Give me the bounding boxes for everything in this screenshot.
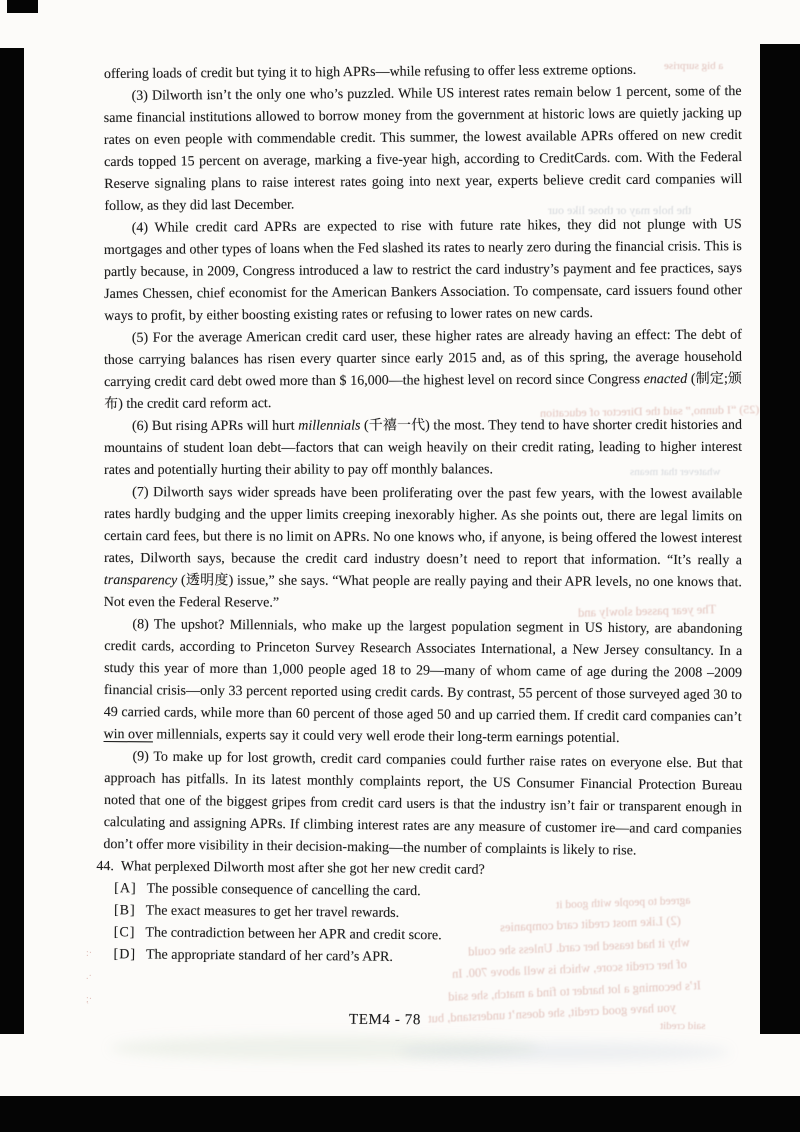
bleedthrough-text: The year passed slowly and <box>577 602 717 620</box>
question-44 <box>95 856 742 972</box>
text-segment: win over <box>103 726 154 743</box>
text-segment: enacted <box>643 371 688 388</box>
bleedthrough-text: you have good credit, she doesn’t understand, but <box>427 1000 677 1026</box>
bleedthrough-text: whatever that means <box>630 466 721 478</box>
scan-smudge <box>400 1042 730 1062</box>
text-segment: (3) Dilworth isn’t the only one who’s puzzled. While US interest rates remain below 1 percent, some of the same financial institutions allowed to borrow money from the government at historic lows are quietly jacking up rates on even people with commendable credit. This summer, the lowest available APRs offered on new credit cards topped 15 percent on average, marking a five-year high, according to CreditCards. com. With the Federal Reserve signaling plans to raise interest rates going into next year, experts believe credit card companies will follow, as they did last December. <box>103 83 743 214</box>
bleedthrough-text: ·; <box>86 994 93 1005</box>
text-segment: transparency <box>103 572 178 589</box>
bleedthrough-text: agreed to people with good it <box>555 894 691 912</box>
reading-passage <box>96 62 743 966</box>
bleedthrough-text: a big surprise <box>664 60 724 72</box>
text-segment: (5) For the average American credit card user, these higher rates are already having an effect: The debt of those carrying balances has risen every quarter since early 2015 and, as of this spring, the average household carrying credit card debt owed more than $ 16,000—the highest level on record since Congress <box>103 327 742 390</box>
option-text: The appropriate standard of her card’s APR. <box>145 947 393 965</box>
paragraph <box>103 746 742 864</box>
text-segment: offering loads of credit but tying it to high APRs—while refusing to offer less extreme options. <box>103 62 637 82</box>
paragraph <box>104 325 742 416</box>
text-segment: (4) While credit card APRs are expected to rise with future rate hikes, they did not plunge with US mortgages and other types of loans when the Fed slashed its rates to nearly zero during the financial crisis. This is partly because, in 2009, Congress introduced a law to restrict the card industry’s payment and fee practices, says James Chessen, chief economist for the American Bankers Association. To compensate, card issuers found other ways to profit, by either boosting existing rates or refusing to lower rates on new cards. <box>103 217 743 324</box>
text-segment: millennials <box>298 418 361 434</box>
bleedthrough-text: ·. <box>86 971 92 982</box>
option-label: [C] <box>113 925 136 941</box>
option-text: The contradiction between her APR and credit score. <box>145 925 442 944</box>
scan-edge-mark <box>7 0 38 13</box>
paragraph <box>104 214 743 328</box>
paragraph <box>103 614 742 751</box>
bleedthrough-text: ·: <box>86 948 93 959</box>
bleedthrough-text: (25) “I dunno,” said the Director of education <box>539 402 760 420</box>
text-segment: (千禧一代) the most. They tend to have shorter credit histories and mountains of student loan debt—factors that can weigh heavily on their credit rating, leading to higher interest rates and potentially hurting their ability to pay off monthly balances. <box>103 417 743 478</box>
bleedthrough-text: the hole may or those like our <box>548 203 692 217</box>
bleedthrough-text: said credit <box>660 1020 706 1032</box>
text-segment: millennials, experts say it could very well erode their long-term earnings potential. <box>152 727 620 747</box>
text-segment: (透明度) issue,” she says. “What people are really paying and their APR levels, no one knows that. Not even the Federal Reserve.” <box>103 573 742 611</box>
option-label: [B] <box>113 903 136 919</box>
options <box>113 878 742 972</box>
scan-border-right <box>760 44 800 1034</box>
bleedthrough-text: It’s becoming a lot harder to find a match, she said <box>447 978 702 1004</box>
bleedthrough-text: why it had teased her card. Unless she could <box>467 935 690 959</box>
article <box>103 62 743 859</box>
text-segment: (9) To make up for lost growth, credit card companies could further raise rates on everyone else. But that approach has pitfalls. In its latest monthly complaints report, the US Consumer Financial Protection Bureau noted that one of the biggest gripes from credit card users is that the industry isn’t fair or transparent enough in calculating and assigning APRs. If climbing interest rates are any measure of customer ire—and card companies don’t offer more visibility in their decision-making—the number of complaints is likely to rise. <box>103 749 743 859</box>
text-segment: (制定;颁布) the credit card reform act. <box>104 371 743 412</box>
question-number: 44. <box>96 859 114 875</box>
page-footer: TEM4 - 78 <box>348 1011 422 1029</box>
bleedthrough-text: (2) Like most credit card companies <box>499 913 682 935</box>
text-segment: (8) The upshot? Millennials, who make up the largest population segment in US history, are abandoning credit cards, according to Princeton Survey Research Associates International, a New Jersey consultancy. In a study this year of more than 1,000 people aged 18 to 29—many of whom came of age during the 2008 –2009 financial crisis—only 33 percent reported using credit cards. By contrast, 55 percent of those surveyed aged 30 to 49 carried cards, while more than 60 percent of those aged 50 and up carried them. If credit card companies can’t <box>103 617 743 726</box>
scan-border-bottom <box>0 1096 800 1132</box>
question-text: What perplexed Dilworth most after she got her new credit card? <box>120 859 485 878</box>
text-segment: (7) Dilworth says wider spreads have been proliferating over the past few years, with the lowest available rates hardly budging and the upper limits creeping inexorably higher. As she points out, there are legal limits on certain card fees, but there is no limit on APRs. No one knows who, if anyone, is being offered the lowest interest rates, Dilworth says, because the credit card industry doesn’t need to report that information. “It’s really a <box>103 485 743 569</box>
option-label: [A] <box>114 881 137 897</box>
paragraph <box>104 415 742 482</box>
paragraph <box>104 482 742 616</box>
option-label: [D] <box>113 947 137 963</box>
text-segment: (6) But rising APRs will hurt <box>131 418 299 434</box>
bleedthrough-text: of her credit score, which is well above 700. In <box>451 957 688 981</box>
option-text: The possible consequence of cancelling the card. <box>146 881 421 900</box>
answer-option <box>113 944 741 972</box>
scan-border-left <box>0 48 24 1034</box>
paragraph <box>103 81 742 218</box>
option-text: The exact measures to get her travel rewards. <box>145 903 400 921</box>
